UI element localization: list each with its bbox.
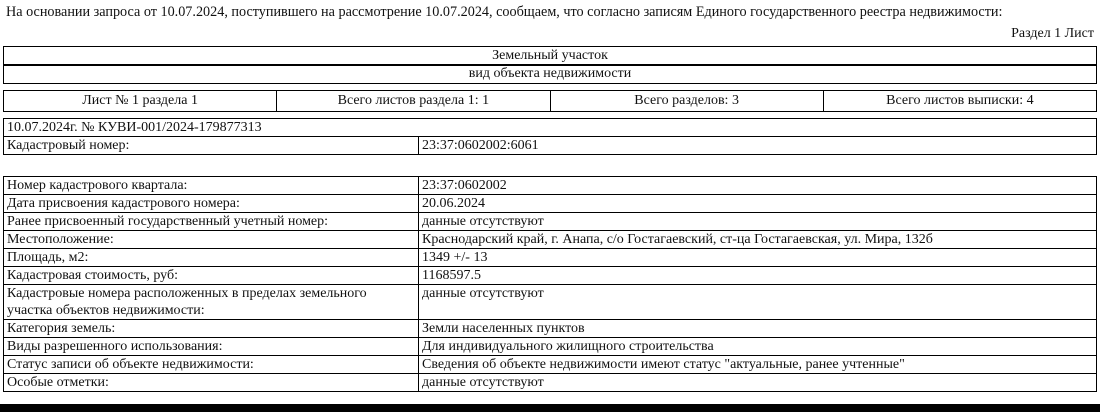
row-value: 1349 +/- 13 — [422, 250, 488, 265]
table-row — [4, 195, 1096, 213]
property-details-table — [3, 176, 1097, 392]
row-label: Особые отметки: — [4, 374, 419, 391]
table-row — [4, 213, 1096, 231]
table-row — [4, 231, 1096, 249]
total-sheets: Всего листов выписки: 4 — [886, 93, 1034, 108]
intro-text: На основании запроса от 10.07.2024, поступившего на рассмотрение 10.07.2024, сообщаем, что согласно записям Единого государственного реестра недвижимости: — [6, 4, 1003, 20]
row-label: Кадастровая стоимость, руб: — [4, 267, 419, 284]
table-row — [4, 320, 1096, 338]
row-value: Для индивидуального жилищного строительства — [422, 339, 714, 354]
row-label: Номер кадастрового квартала: — [4, 177, 419, 194]
cadastral-number-label: Кадастровый номер: — [4, 137, 419, 154]
cadastral-number-value: 23:37:0602002:6061 — [422, 138, 539, 153]
row-label: Виды разрешенного использования: — [4, 338, 419, 355]
row-value: данные отсутствуют — [422, 375, 544, 390]
row-value: 20.06.2024 — [422, 196, 485, 211]
table-row — [4, 338, 1096, 356]
sheets-in-section: Всего листов раздела 1: 1 — [277, 91, 550, 111]
table-row — [4, 177, 1096, 195]
cadastral-number-row — [4, 137, 1096, 154]
row-value: данные отсутствуют — [422, 286, 544, 301]
row-label: Категория земель: — [4, 320, 419, 337]
row-label: Статус записи об объекте недвижимости: — [4, 356, 419, 373]
table-row — [4, 285, 1096, 320]
row-value: Земли населенных пунктов — [422, 321, 585, 336]
section-reference: Раздел 1 Лист — [1011, 26, 1094, 41]
table-row — [4, 374, 1096, 391]
row-value: Сведения об объекте недвижимости имеют статус "актуальные, ранее учтенные" — [422, 357, 905, 372]
row-value: 23:37:0602002 — [422, 178, 507, 193]
row-value: данные отсутствуют — [422, 214, 544, 229]
table-row — [4, 267, 1096, 285]
object-type-caption: вид объекта недвижимости — [3, 64, 1097, 84]
table-row — [4, 356, 1096, 374]
bottom-crop-bar — [0, 404, 1100, 412]
sheet-number: Лист № 1 раздела 1 — [4, 91, 277, 111]
document-header-table — [3, 118, 1097, 155]
row-label: Кадастровые номера расположенных в пределах земельного участка объектов недвижимости: — [4, 285, 419, 319]
document-number-row — [4, 119, 1096, 137]
row-label: Ранее присвоенный государственный учетный номер: — [4, 213, 419, 230]
object-type: Земельный участок — [3, 46, 1097, 66]
row-value: 1168597.5 — [422, 268, 481, 283]
table-row — [4, 249, 1096, 267]
row-label: Дата присвоения кадастрового номера: — [4, 195, 419, 212]
sheet-info-bar — [3, 90, 1097, 112]
total-sections: Всего разделов: 3 — [551, 91, 824, 111]
row-label: Местоположение: — [4, 231, 419, 248]
document-number: 10.07.2024г. № КУВИ-001/2024-179877313 — [7, 120, 262, 135]
row-label: Площадь, м2: — [4, 249, 419, 266]
row-value: Краснодарский край, г. Анапа, с/о Гостагаевский, ст-ца Гостагаевская, ул. Мира, 132б — [422, 232, 933, 247]
